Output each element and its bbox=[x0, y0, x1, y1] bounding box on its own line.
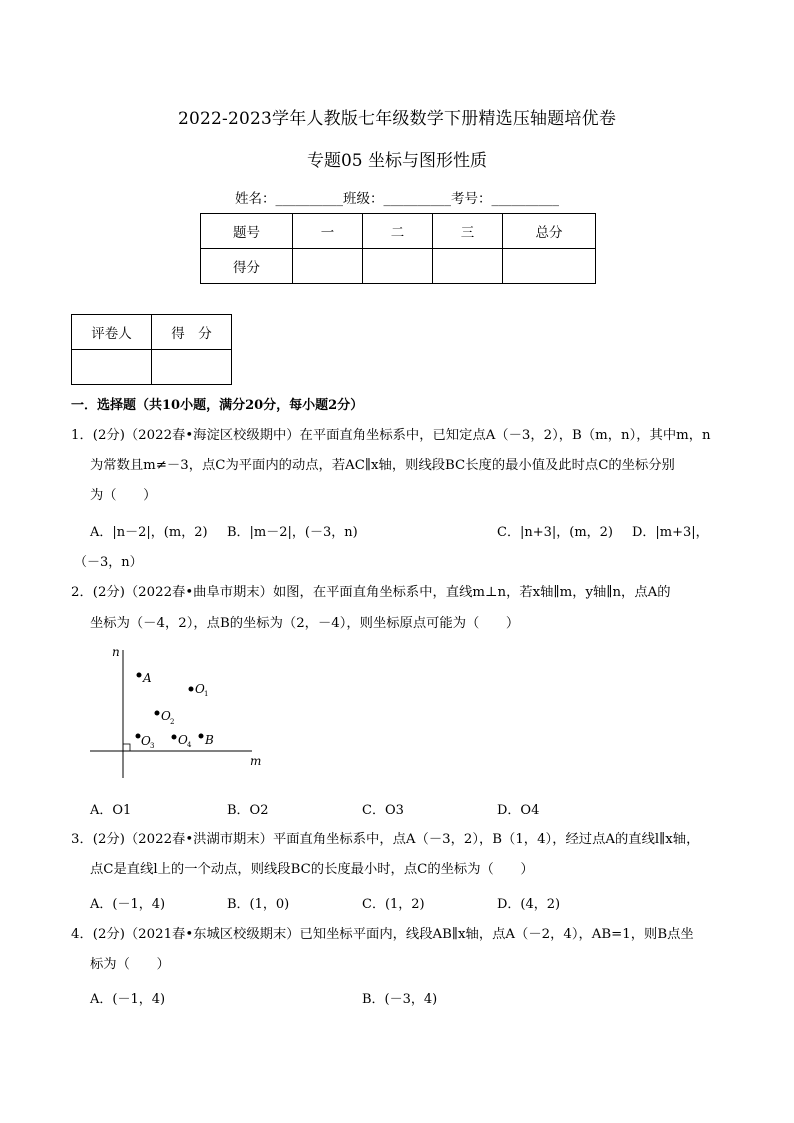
score-header-cell: 一 bbox=[293, 214, 363, 249]
score-header-cell: 二 bbox=[363, 214, 433, 249]
label-o4-sub: 4 bbox=[187, 741, 192, 749]
label-o3: O bbox=[141, 734, 151, 748]
coordinate-figure bbox=[80, 640, 280, 780]
q2-option-d: D．O4 bbox=[497, 803, 540, 818]
point-o2 bbox=[155, 711, 160, 716]
point-a bbox=[137, 673, 142, 678]
q3-option-d: D．(4，2) bbox=[497, 897, 561, 912]
label-n: n bbox=[112, 645, 120, 659]
label-o2-sub: 2 bbox=[170, 718, 175, 726]
score-table bbox=[200, 213, 596, 284]
score-blank-cell bbox=[433, 249, 503, 284]
q3-line1: 3．(2分)（2022春•洪湖市期末）平面直角坐标系中，点A（－3，2），B（1，4），经过点A的直线l∥x轴， bbox=[71, 832, 700, 847]
q1-line1: 1．(2分)（2022春•海淀区校级期中）在平面直角坐标系中，已知定点A（－3，2），B（m，n），其中m，n bbox=[71, 428, 711, 443]
q2-line2: 坐标为（－4，2），点B的坐标为（2，－4），则坐标原点可能为（ ） bbox=[90, 616, 520, 631]
q1-option-b: B．|m－2|，(－3，n) bbox=[227, 525, 358, 540]
document-subtitle: 专题05 坐标与图形性质 bbox=[306, 151, 488, 171]
score-blank-cell bbox=[363, 249, 433, 284]
score-blank-cell bbox=[293, 249, 363, 284]
grader-blank-cell bbox=[152, 350, 232, 385]
section-title: 一．选择题（共10小题，满分20分，每小题2分） bbox=[71, 398, 364, 413]
right-angle-mark bbox=[123, 744, 130, 751]
label-o1: O bbox=[195, 682, 205, 696]
grader-label: 评卷人 bbox=[72, 315, 152, 350]
label-m: m bbox=[250, 754, 262, 768]
label-a: A bbox=[143, 671, 152, 685]
q4-line1: 4．(2分)（2021春•东城区校级期末）已知坐标平面内，线段AB∥x轴，点A（－2，4），AB=1，则B点坐 bbox=[71, 927, 694, 942]
score-header-cell: 三 bbox=[433, 214, 503, 249]
score-blank-cell bbox=[503, 249, 596, 284]
score-header-cell: 总分 bbox=[503, 214, 596, 249]
q1-option-d-cont: （－3，n） bbox=[74, 555, 143, 570]
point-o1 bbox=[189, 687, 194, 692]
grader-blank-cell bbox=[72, 350, 152, 385]
q1-option-c: C．|n+3|，(m，2) bbox=[497, 525, 613, 540]
q1-line3: 为（ ） bbox=[90, 488, 157, 503]
q2-option-a: A．O1 bbox=[90, 803, 132, 818]
label-o1-sub: 1 bbox=[204, 690, 209, 698]
student-info-line: 姓名：__________班级：__________考号：__________ bbox=[235, 191, 559, 207]
document-title: 2022-2023学年人教版七年级数学下册精选压轴题培优卷 bbox=[177, 109, 617, 129]
q3-option-b: B．(1，0) bbox=[227, 897, 290, 912]
label-b: B bbox=[205, 733, 214, 747]
point-o3 bbox=[136, 734, 141, 739]
q4-line2: 标为（ ） bbox=[90, 957, 170, 972]
score-header-cell: 题号 bbox=[201, 214, 293, 249]
label-o4: O bbox=[178, 733, 188, 747]
grader-score-label: 得 分 bbox=[152, 315, 232, 350]
point-b bbox=[199, 734, 204, 739]
grader-table bbox=[71, 314, 232, 385]
q1-line2: 为常数且m≠－3，点C为平面内的动点，若AC∥x轴，则线段BC长度的最小值及此时点C的坐标分别 bbox=[90, 458, 675, 473]
q3-option-c: C．(1，2) bbox=[362, 897, 425, 912]
score-row-label: 得分 bbox=[201, 249, 293, 284]
q3-line2: 点C是直线l上的一个动点，则线段BC的长度最小时，点C的坐标为（ ） bbox=[90, 862, 534, 877]
q2-option-b: B．O2 bbox=[227, 803, 269, 818]
label-o2: O bbox=[161, 709, 171, 723]
q2-line1: 2．(2分)（2022春•曲阜市期末）如图，在平面直角坐标系中，直线m⊥n，若x轴∥m，y轴∥n，点A的 bbox=[71, 585, 671, 600]
label-o3-sub: 3 bbox=[150, 742, 155, 750]
q2-option-c: C．O3 bbox=[362, 803, 404, 818]
q3-option-a: A．(－1，4) bbox=[90, 897, 166, 912]
q1-option-d: D．|m+3|， bbox=[632, 525, 709, 540]
q4-option-b: B．(－3，4) bbox=[362, 992, 438, 1007]
q1-option-a: A．|n－2|，(m，2) bbox=[90, 525, 208, 540]
point-o4 bbox=[172, 735, 177, 740]
q4-option-a: A．(－1，4) bbox=[90, 992, 166, 1007]
